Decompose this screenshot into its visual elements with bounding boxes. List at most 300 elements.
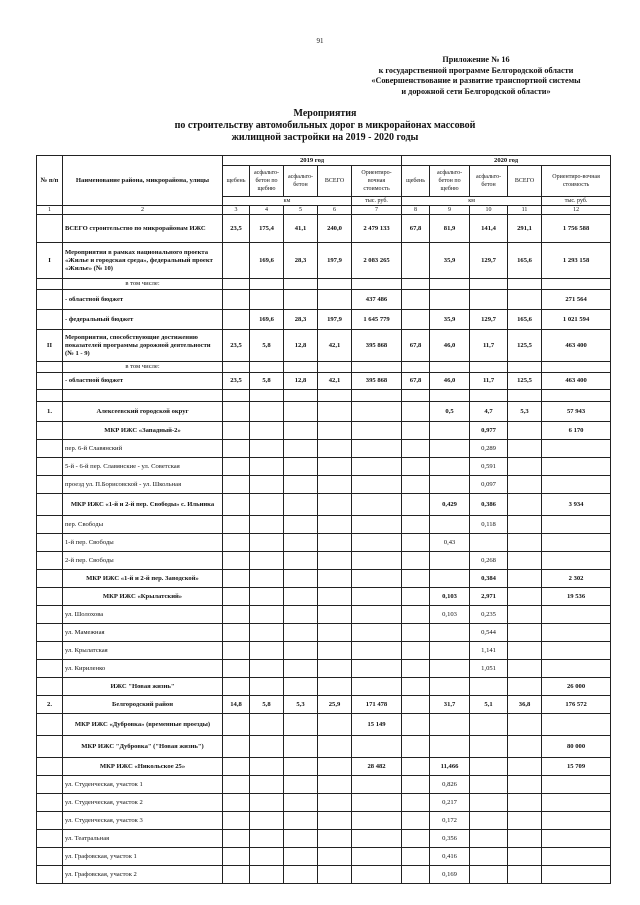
table-body xyxy=(37,215,611,884)
value-cell: 0,386 xyxy=(470,494,508,516)
header-gravel: щебень xyxy=(223,166,250,197)
value-cell xyxy=(318,440,352,458)
value-cell xyxy=(250,794,284,812)
value-cell xyxy=(284,516,318,534)
value-cell xyxy=(430,516,470,534)
value-cell xyxy=(352,606,402,624)
empty-cell xyxy=(542,279,611,290)
value-cell: 0,416 xyxy=(430,848,470,866)
column-number: 5 xyxy=(284,206,318,215)
row-name: Мероприятия, способствующие достижению показателей программы дорожной деятельности (№ 1 - 9) xyxy=(63,330,223,362)
row-name: пер. 6-й Славянский xyxy=(63,440,223,458)
value-cell xyxy=(352,588,402,606)
value-cell xyxy=(223,402,250,422)
value-cell xyxy=(223,678,250,696)
value-cell xyxy=(542,534,611,552)
value-cell xyxy=(542,458,611,476)
value-cell: 42,1 xyxy=(318,330,352,362)
empty-cell xyxy=(430,390,470,402)
empty-cell xyxy=(223,362,250,373)
row-name: МКР ИЖС «Крылатский» xyxy=(63,588,223,606)
table-row xyxy=(37,866,611,884)
row-number xyxy=(37,830,63,848)
value-cell xyxy=(430,570,470,588)
row-number xyxy=(37,776,63,794)
header-cost: Ориентиро-вочная стоимость xyxy=(352,166,402,197)
value-cell: 1 756 588 xyxy=(542,215,611,243)
value-cell xyxy=(250,534,284,552)
value-cell xyxy=(318,516,352,534)
table-row xyxy=(37,494,611,516)
row-number xyxy=(37,606,63,624)
row-name: - областной бюджет xyxy=(63,373,223,390)
value-cell: 4,7 xyxy=(470,402,508,422)
value-cell xyxy=(542,794,611,812)
row-number xyxy=(37,215,63,243)
value-cell xyxy=(352,402,402,422)
value-cell: 0,356 xyxy=(430,830,470,848)
row-name: Алексеевский городской округ xyxy=(63,402,223,422)
value-cell: 42,1 xyxy=(318,373,352,390)
value-cell xyxy=(430,660,470,678)
row-number xyxy=(37,660,63,678)
value-cell: 12,8 xyxy=(284,330,318,362)
row-number xyxy=(37,588,63,606)
value-cell xyxy=(430,714,470,736)
value-cell xyxy=(223,494,250,516)
header-units-rub: тыс. руб. xyxy=(352,197,402,206)
value-cell xyxy=(508,476,542,494)
value-cell xyxy=(402,624,430,642)
value-cell xyxy=(250,588,284,606)
value-cell xyxy=(402,776,430,794)
value-cell xyxy=(402,848,430,866)
empty-cell xyxy=(470,390,508,402)
value-cell xyxy=(318,848,352,866)
value-cell xyxy=(508,848,542,866)
empty-cell xyxy=(37,390,63,402)
value-cell: 0,544 xyxy=(470,624,508,642)
value-cell xyxy=(250,660,284,678)
value-cell xyxy=(352,534,402,552)
row-name: МКР ИЖС «1-й и 2-й пер. Свободы» с. Ильинка xyxy=(63,494,223,516)
value-cell xyxy=(402,794,430,812)
table-row xyxy=(37,758,611,776)
row-name: - областной бюджет xyxy=(63,290,223,310)
empty-cell xyxy=(508,390,542,402)
empty-cell xyxy=(470,362,508,373)
value-cell: 2 302 xyxy=(542,570,611,588)
value-cell: 0,43 xyxy=(430,534,470,552)
table-row xyxy=(37,696,611,714)
row-number xyxy=(37,494,63,516)
empty-cell xyxy=(402,362,430,373)
value-cell xyxy=(318,552,352,570)
value-cell xyxy=(508,458,542,476)
value-cell: 81,9 xyxy=(430,215,470,243)
value-cell xyxy=(250,402,284,422)
column-number: 2 xyxy=(63,206,223,215)
table-row xyxy=(37,458,611,476)
table-row xyxy=(37,422,611,440)
value-cell xyxy=(508,290,542,310)
header-units-km: км xyxy=(223,197,352,206)
value-cell xyxy=(542,440,611,458)
row-name: проезд ул. П.Борисовской - ул. Школьная xyxy=(63,476,223,494)
value-cell xyxy=(318,624,352,642)
table-row xyxy=(37,660,611,678)
value-cell xyxy=(284,290,318,310)
value-cell xyxy=(284,606,318,624)
value-cell xyxy=(284,642,318,660)
value-cell xyxy=(508,830,542,848)
value-cell: 5,1 xyxy=(470,696,508,714)
row-number xyxy=(37,758,63,776)
header-units-rub: тыс. руб. xyxy=(542,197,611,206)
value-cell xyxy=(284,714,318,736)
value-cell xyxy=(352,776,402,794)
value-cell: 80 000 xyxy=(542,736,611,758)
value-cell xyxy=(542,714,611,736)
value-cell: 1 021 594 xyxy=(542,310,611,330)
row-name: ул. Студенческая, участок 3 xyxy=(63,812,223,830)
value-cell xyxy=(223,440,250,458)
empty-cell xyxy=(508,279,542,290)
value-cell xyxy=(250,758,284,776)
row-number xyxy=(37,373,63,390)
column-number: 4 xyxy=(250,206,284,215)
value-cell xyxy=(318,570,352,588)
empty-cell xyxy=(352,279,402,290)
value-cell xyxy=(402,678,430,696)
row-name: МКР ИЖС "Дубровка" ("Новая жизнь") xyxy=(63,736,223,758)
value-cell xyxy=(352,866,402,884)
row-name: МКР ИЖС «Дубровка» (временные проезды) xyxy=(63,714,223,736)
value-cell xyxy=(352,440,402,458)
value-cell xyxy=(430,290,470,310)
value-cell xyxy=(318,794,352,812)
value-cell xyxy=(542,552,611,570)
row-number xyxy=(37,552,63,570)
value-cell: 171 478 xyxy=(352,696,402,714)
value-cell: 57 943 xyxy=(542,402,611,422)
value-cell: 197,9 xyxy=(318,243,352,279)
table-row xyxy=(37,552,611,570)
value-cell: 23,5 xyxy=(223,330,250,362)
value-cell: 1 645 779 xyxy=(352,310,402,330)
value-cell xyxy=(430,678,470,696)
value-cell: 11,7 xyxy=(470,373,508,390)
row-name: МКР ИЖС «Никольское 25» xyxy=(63,758,223,776)
value-cell xyxy=(402,310,430,330)
value-cell: 25,9 xyxy=(318,696,352,714)
value-cell: 19 536 xyxy=(542,588,611,606)
empty-cell xyxy=(250,362,284,373)
table-row xyxy=(37,606,611,624)
value-cell xyxy=(402,290,430,310)
table-row xyxy=(37,624,611,642)
table-row xyxy=(37,215,611,243)
value-cell xyxy=(284,660,318,678)
value-cell xyxy=(542,624,611,642)
value-cell: 2 083 265 xyxy=(352,243,402,279)
value-cell: 175,4 xyxy=(250,215,284,243)
value-cell: 5,8 xyxy=(250,696,284,714)
row-name: ул. Театральная xyxy=(63,830,223,848)
value-cell xyxy=(508,624,542,642)
appendix-line: Приложение № 16 xyxy=(442,55,510,64)
value-cell xyxy=(223,714,250,736)
value-cell xyxy=(284,458,318,476)
row-name: Белгородский район xyxy=(63,696,223,714)
value-cell xyxy=(318,642,352,660)
value-cell: 395 868 xyxy=(352,330,402,362)
row-number xyxy=(37,848,63,866)
value-cell xyxy=(223,660,250,678)
value-cell xyxy=(402,552,430,570)
value-cell xyxy=(223,290,250,310)
empty-cell xyxy=(352,390,402,402)
row-name: МКР ИЖС «Западный-2» xyxy=(63,422,223,440)
appendix-line: к государственной программе Белгородской области xyxy=(378,65,574,75)
table-row xyxy=(37,714,611,736)
value-cell xyxy=(318,588,352,606)
title-line: жилищной застройки на 2019 - 2020 годы xyxy=(231,132,419,143)
value-cell xyxy=(430,736,470,758)
value-cell xyxy=(318,758,352,776)
empty-cell xyxy=(250,279,284,290)
value-cell xyxy=(470,812,508,830)
value-cell xyxy=(250,606,284,624)
value-cell xyxy=(318,458,352,476)
value-cell xyxy=(223,516,250,534)
table-row xyxy=(37,736,611,758)
empty-cell xyxy=(223,279,250,290)
table-row xyxy=(37,373,611,390)
column-number: 7 xyxy=(352,206,402,215)
empty-cell xyxy=(318,279,352,290)
row-number: 1. xyxy=(37,402,63,422)
value-cell: 165,6 xyxy=(508,243,542,279)
value-cell xyxy=(352,812,402,830)
value-cell xyxy=(284,794,318,812)
row-number: II xyxy=(37,330,63,362)
page-number: 91 xyxy=(316,37,324,45)
value-cell xyxy=(318,714,352,736)
header-year-2019: 2019 год xyxy=(223,156,402,166)
empty-cell xyxy=(402,279,430,290)
value-cell: 463 400 xyxy=(542,330,611,362)
value-cell xyxy=(542,642,611,660)
value-cell xyxy=(402,866,430,884)
value-cell: 28,3 xyxy=(284,310,318,330)
row-number xyxy=(37,714,63,736)
value-cell xyxy=(430,552,470,570)
value-cell xyxy=(508,516,542,534)
value-cell xyxy=(508,776,542,794)
column-number: 1 xyxy=(37,206,63,215)
row-name: пер. Свободы xyxy=(63,516,223,534)
value-cell: 0,268 xyxy=(470,552,508,570)
value-cell xyxy=(470,736,508,758)
header-units-km: км xyxy=(402,197,542,206)
empty-cell xyxy=(470,279,508,290)
value-cell: 176 572 xyxy=(542,696,611,714)
empty-cell xyxy=(352,362,402,373)
value-cell xyxy=(223,624,250,642)
value-cell: 5,3 xyxy=(284,696,318,714)
value-cell: 28 482 xyxy=(352,758,402,776)
value-cell xyxy=(318,606,352,624)
value-cell: 67,8 xyxy=(402,215,430,243)
value-cell xyxy=(542,812,611,830)
value-cell: 12,8 xyxy=(284,373,318,390)
value-cell xyxy=(542,516,611,534)
value-cell xyxy=(250,458,284,476)
value-cell: 437 486 xyxy=(352,290,402,310)
value-cell xyxy=(352,678,402,696)
value-cell xyxy=(352,736,402,758)
value-cell xyxy=(318,290,352,310)
row-name: ВСЕГО строительство по микрорайонам ИЖС xyxy=(63,215,223,243)
header-asphalt-on-gravel: асфальто-бетон по щебню xyxy=(430,166,470,197)
value-cell xyxy=(508,794,542,812)
empty-cell xyxy=(430,279,470,290)
value-cell xyxy=(223,736,250,758)
row-number xyxy=(37,516,63,534)
value-cell xyxy=(542,606,611,624)
value-cell xyxy=(223,866,250,884)
value-cell xyxy=(318,476,352,494)
value-cell xyxy=(250,830,284,848)
value-cell xyxy=(402,830,430,848)
value-cell: 46,0 xyxy=(430,373,470,390)
value-cell xyxy=(250,678,284,696)
value-cell: 0,169 xyxy=(430,866,470,884)
value-cell xyxy=(352,552,402,570)
value-cell xyxy=(542,776,611,794)
value-cell: 240,0 xyxy=(318,215,352,243)
value-cell: 463 400 xyxy=(542,373,611,390)
value-cell xyxy=(508,660,542,678)
row-number xyxy=(37,362,63,373)
value-cell xyxy=(284,494,318,516)
table-row xyxy=(37,476,611,494)
table-row xyxy=(37,588,611,606)
value-cell xyxy=(284,812,318,830)
value-cell xyxy=(284,402,318,422)
value-cell: 0,429 xyxy=(430,494,470,516)
value-cell xyxy=(402,606,430,624)
value-cell xyxy=(223,458,250,476)
value-cell xyxy=(284,736,318,758)
value-cell xyxy=(284,440,318,458)
value-cell: 23,5 xyxy=(223,373,250,390)
value-cell xyxy=(250,866,284,884)
row-number xyxy=(37,310,63,330)
value-cell xyxy=(352,660,402,678)
value-cell xyxy=(250,476,284,494)
value-cell xyxy=(508,570,542,588)
value-cell: 11,7 xyxy=(470,330,508,362)
value-cell xyxy=(318,534,352,552)
value-cell xyxy=(284,534,318,552)
empty-cell xyxy=(430,362,470,373)
value-cell: 5,8 xyxy=(250,373,284,390)
value-cell xyxy=(470,534,508,552)
value-cell xyxy=(250,624,284,642)
value-cell xyxy=(352,422,402,440)
value-cell: 169,6 xyxy=(250,243,284,279)
value-cell xyxy=(402,758,430,776)
column-number: 9 xyxy=(430,206,470,215)
row-number xyxy=(37,534,63,552)
value-cell xyxy=(250,516,284,534)
value-cell: 0,591 xyxy=(470,458,508,476)
value-cell: 2 479 133 xyxy=(352,215,402,243)
value-cell xyxy=(402,402,430,422)
empty-cell xyxy=(542,390,611,402)
value-cell xyxy=(223,243,250,279)
column-number: 12 xyxy=(542,206,611,215)
value-cell: 31,7 xyxy=(430,696,470,714)
value-cell xyxy=(402,588,430,606)
value-cell xyxy=(542,830,611,848)
header-total: ВСЕГО xyxy=(318,166,352,197)
value-cell xyxy=(352,458,402,476)
table-row xyxy=(37,848,611,866)
row-number xyxy=(37,476,63,494)
value-cell xyxy=(470,776,508,794)
value-cell xyxy=(508,440,542,458)
table-row xyxy=(37,570,611,588)
row-number xyxy=(37,678,63,696)
row-name: ул. Студенческая, участок 1 xyxy=(63,776,223,794)
value-cell: 197,9 xyxy=(318,310,352,330)
value-cell xyxy=(470,794,508,812)
value-cell xyxy=(430,440,470,458)
value-cell xyxy=(508,812,542,830)
value-cell: 0,5 xyxy=(430,402,470,422)
value-cell xyxy=(284,848,318,866)
empty-cell xyxy=(250,390,284,402)
value-cell xyxy=(284,588,318,606)
value-cell: 6 170 xyxy=(542,422,611,440)
value-cell xyxy=(250,494,284,516)
header-asphalt: асфальто-бетон xyxy=(284,166,318,197)
table-row xyxy=(37,310,611,330)
roads-table xyxy=(36,155,611,884)
value-cell xyxy=(250,422,284,440)
empty-cell xyxy=(284,279,318,290)
value-cell: 15 709 xyxy=(542,758,611,776)
value-cell: 35,9 xyxy=(430,310,470,330)
value-cell: 291,1 xyxy=(508,215,542,243)
row-caption: в том числе: xyxy=(63,362,223,373)
value-cell xyxy=(402,243,430,279)
value-cell: 0,235 xyxy=(470,606,508,624)
value-cell: 129,7 xyxy=(470,243,508,279)
value-cell xyxy=(542,660,611,678)
value-cell xyxy=(352,794,402,812)
column-number: 10 xyxy=(470,206,508,215)
value-cell: 15 149 xyxy=(352,714,402,736)
value-cell xyxy=(250,570,284,588)
value-cell xyxy=(223,642,250,660)
value-cell: 14,8 xyxy=(223,696,250,714)
table-row xyxy=(37,812,611,830)
header-asphalt-on-gravel: асфальто-бетон по щебню xyxy=(250,166,284,197)
